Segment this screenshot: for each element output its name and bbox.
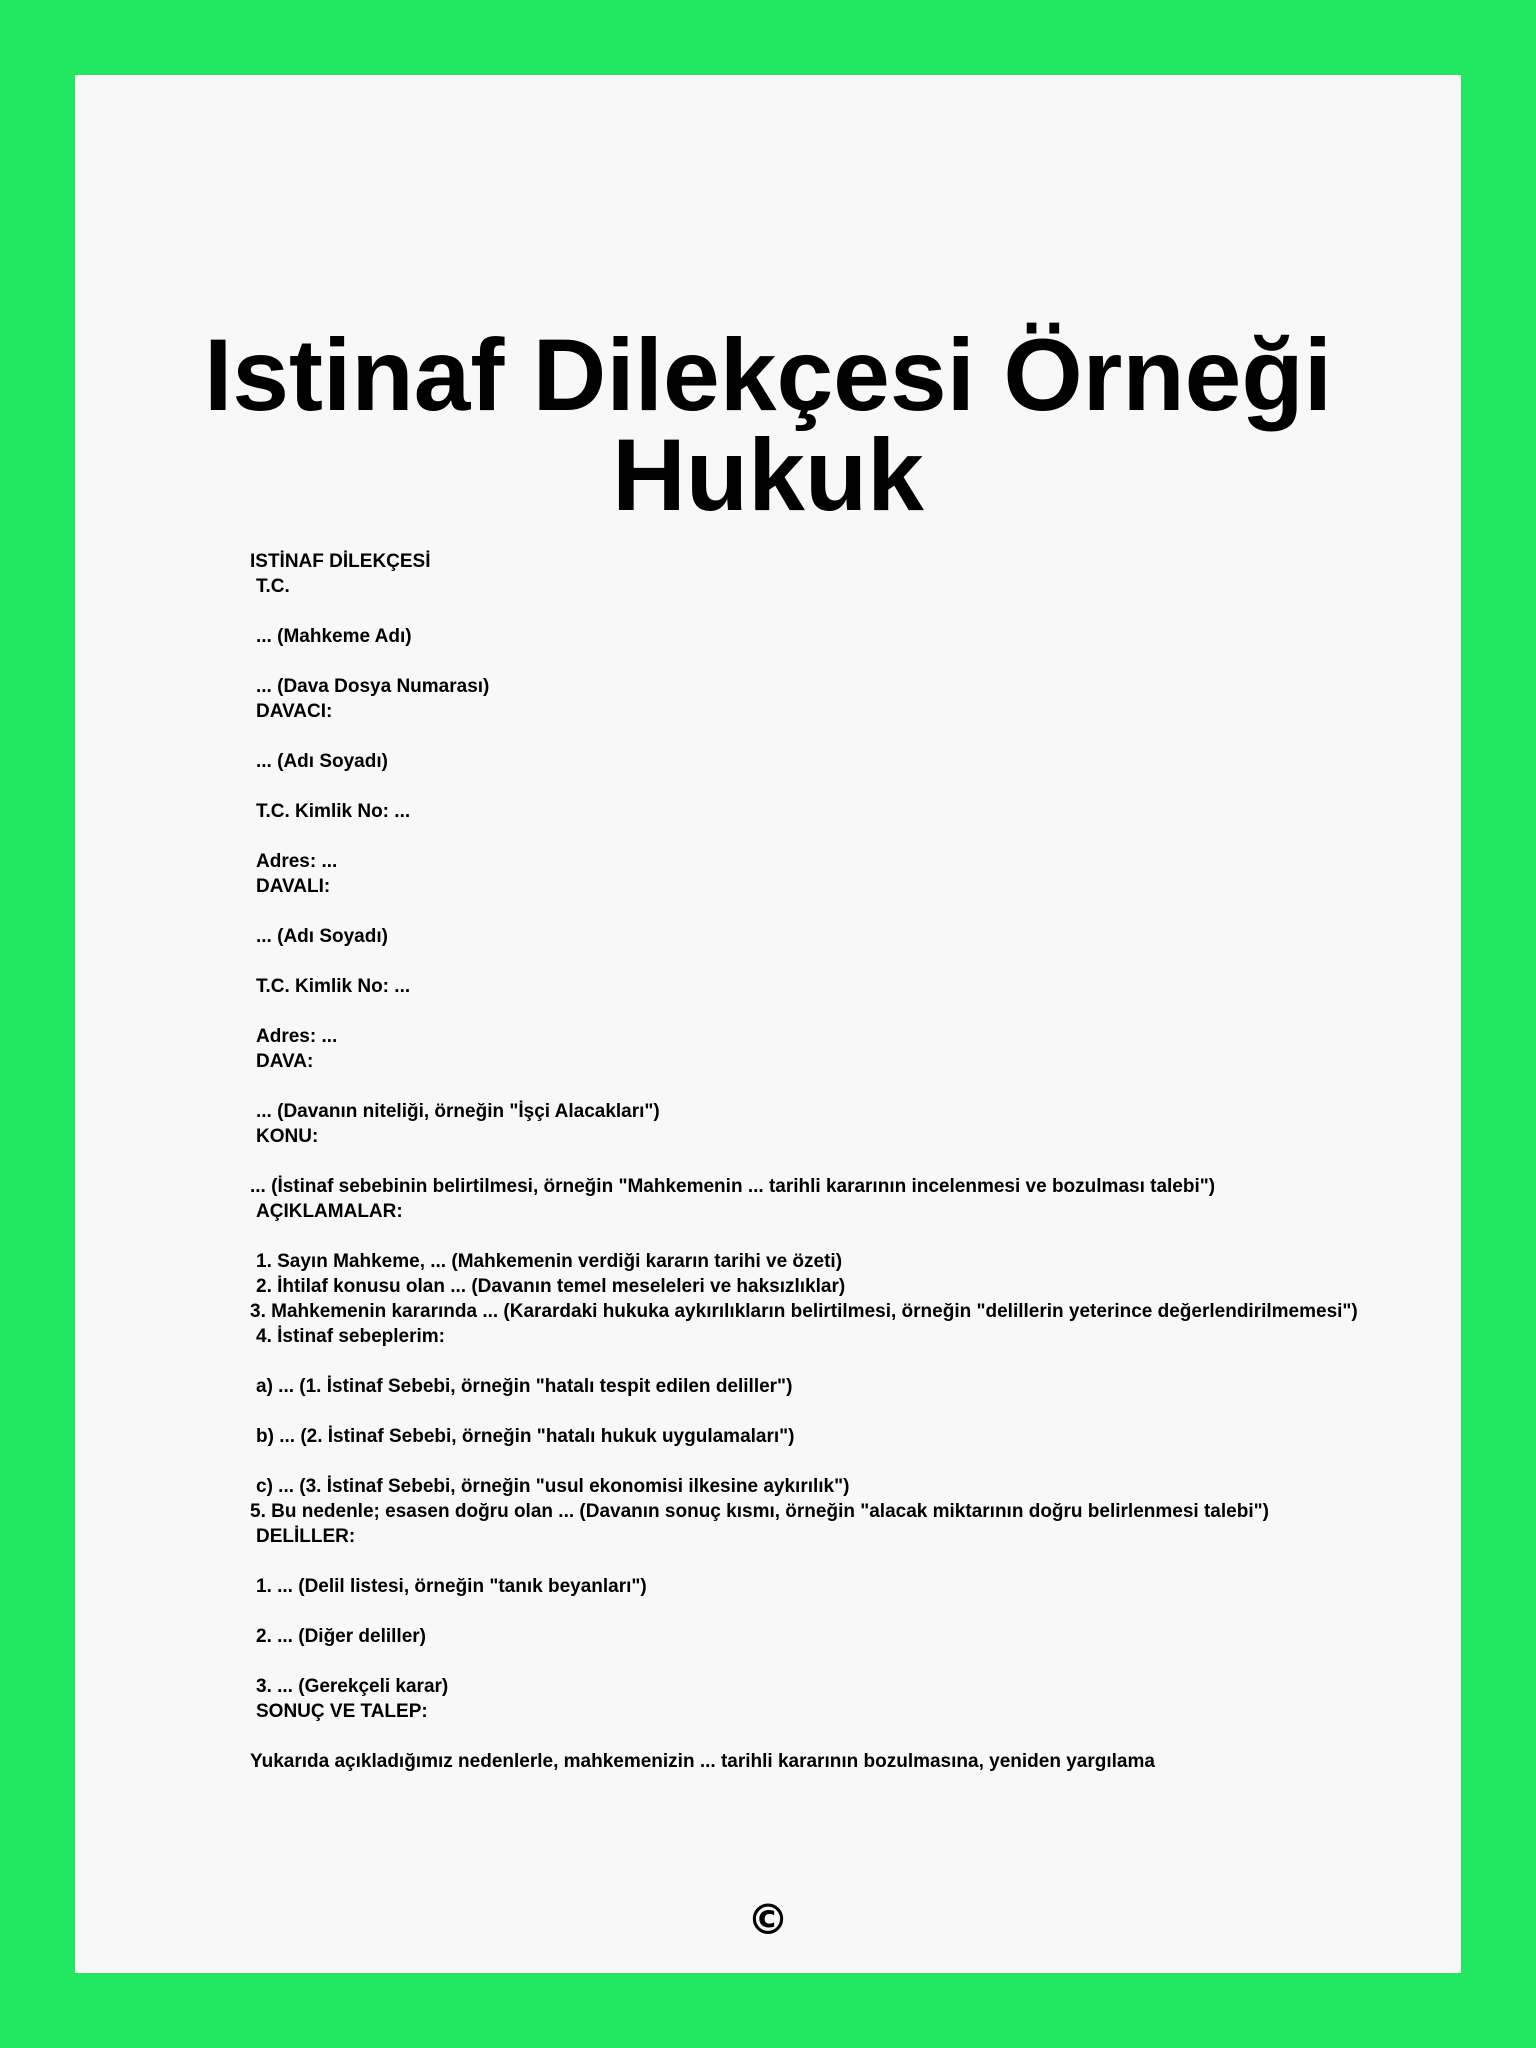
document-line: T.C. Kimlik No: ... [256,976,411,997]
document-line: DAVALI: [256,876,331,897]
document-line: b) ... (2. İstinaf Sebebi, örneğin "hatalı hukuk uygulamaları") [256,1426,795,1447]
document-line: ... (İstinaf sebebinin belirtilmesi, örneğin "Mahkemenin ... tarihli kararının incelenmesi ve bozulması talebi") [250,1176,1216,1197]
document-line [250,1349,1360,1374]
document-line [250,1549,1360,1574]
document-line: 5. Bu nedenle; esasen doğru olan ... (Davanın sonuç kısmı, örneğin "alacak miktarının doğru belirlenmesi talebi") [250,1501,1269,1522]
document-line: 2. İhtilaf konusu olan ... (Davanın temel meseleleri ve haksızlıklar) [256,1276,846,1297]
document-line: 2. ... (Diğer deliller) [256,1626,426,1647]
document-body [250,549,1360,1774]
document-line [250,1149,1360,1174]
document-line [250,1599,1360,1624]
document-line [250,599,1360,624]
document-line: DELİLLER: [256,1526,356,1547]
document-line [250,649,1360,674]
document-line [250,899,1360,924]
title-line-2: Hukuk [612,418,924,532]
document-line: ... (Davanın niteliği, örneğin "İşçi Alacakları") [256,1101,660,1122]
document-line [250,1224,1360,1249]
document-line: 3. Mahkemenin kararında ... (Karardaki hukuka aykırılıkların belirtilmesi, örneğin "delillerin yeterince değerlendirilmemesi") [250,1301,1358,1322]
document-line: KONU: [256,1126,319,1147]
document-line: 1. Sayın Mahkeme, ... (Mahkemenin verdiği kararın tarihi ve özeti) [256,1251,843,1272]
document-line: ISTİNAF DİLEKÇESİ [250,551,431,572]
document-line: ... (Adı Soyadı) [256,751,388,772]
document-page [75,75,1461,1973]
copyright-symbol: © [747,1895,789,1944]
document-line [250,999,1360,1024]
document-line: a) ... (1. İstinaf Sebebi, örneğin "hatalı tespit edilen deliller") [256,1376,793,1397]
document-line: SONUÇ VE TALEP: [256,1701,428,1722]
document-line [250,949,1360,974]
document-line [250,724,1360,749]
document-line: DAVACI: [256,701,333,722]
document-line: Adres: ... [256,851,338,872]
title-line-1: Istinaf Dilekçesi Örneği [203,318,1333,432]
document-line: ... (Mahkeme Adı) [256,626,412,647]
document-line: DAVA: [256,1051,314,1072]
document-line [250,1399,1360,1424]
document-line: ... (Adı Soyadı) [256,926,388,947]
document-line: 3. ... (Gerekçeli karar) [256,1676,449,1697]
document-title [75,318,1461,532]
document-line [250,1074,1360,1099]
document-line: AÇIKLAMALAR: [256,1201,403,1222]
document-line [250,1649,1360,1674]
document-line: T.C. Kimlik No: ... [256,801,411,822]
document-line: 4. İstinaf sebeplerim: [256,1326,446,1347]
document-line: ... (Dava Dosya Numarası) [256,676,490,697]
document-line: T.C. [256,576,290,597]
document-line: c) ... (3. İstinaf Sebebi, örneğin "usul ekonomisi ilkesine aykırılık") [256,1476,850,1497]
document-line [250,1449,1360,1474]
document-line [250,824,1360,849]
document-line: 1. ... (Delil listesi, örneğin "tanık beyanları") [256,1576,647,1597]
document-line [250,774,1360,799]
document-line: Yukarıda açıkladığımız nedenlerle, mahkemenizin ... tarihli kararının bozulmasına, yeniden yargılama [250,1751,1155,1772]
document-line [250,1724,1360,1749]
document-line: Adres: ... [256,1026,338,1047]
